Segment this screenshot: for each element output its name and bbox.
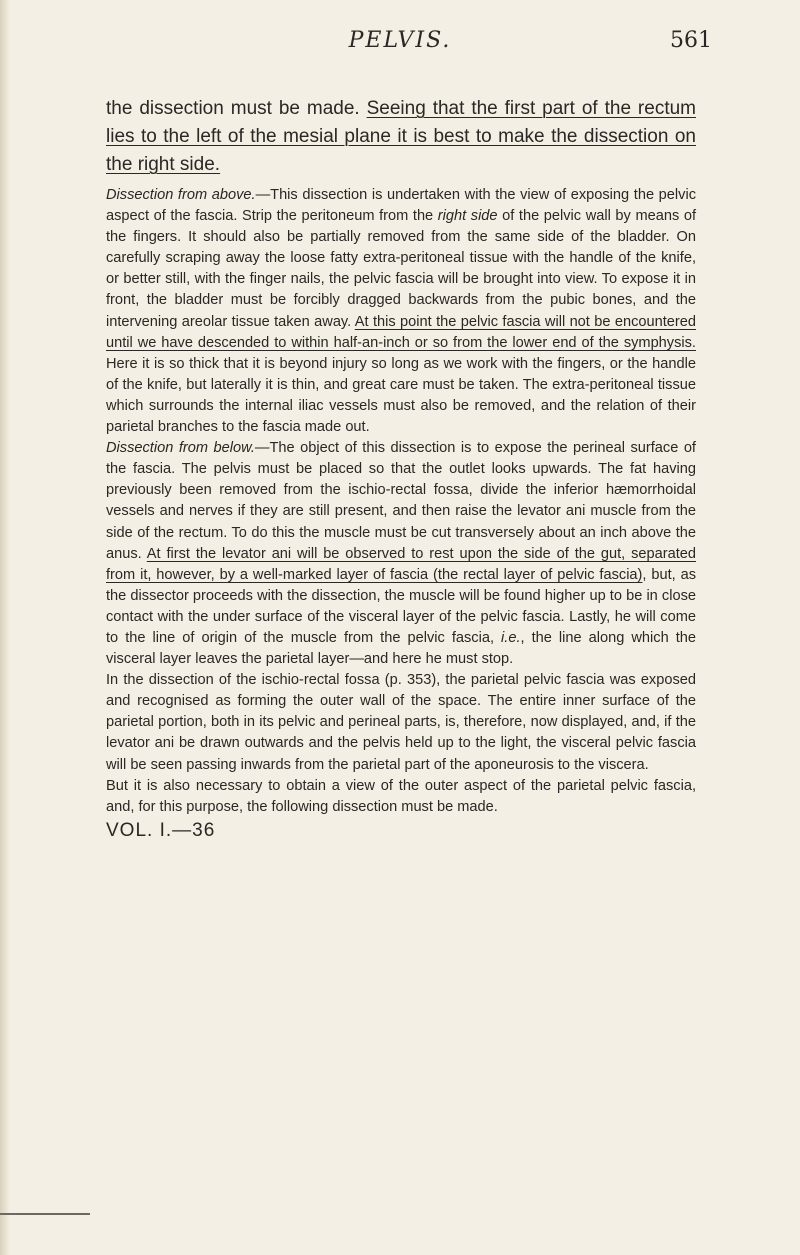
scan-page-edge: [0, 0, 10, 1255]
paragraph-outer-aspect: But it is also necessary to obtain a view of the outer aspect of the parietal pelvic fascia, and, for this purpose, the following dissection must be made.: [106, 777, 696, 815]
p2-text-a: —The object of this dissection is to expose the perineal surface of the fascia. The pelvis must be placed so that the outlet looks upwards. The fat having previously been removed from the ischio-rectal fossa, divide the inferior hæmorrhoidal vessels and nerves if they are still present, and then raise the levator ani muscle from the side of the rectum. To do this the muscle must be cut transversely about an inch above the anus.: [106, 440, 696, 562]
volume-signature: VOL. I.—36: [106, 819, 216, 841]
running-title: PELVIS.: [348, 28, 452, 53]
p1-text-c: Here it is so thick that it is beyond injury so long as we work with the fingers, or the handle of the knife, but laterally it is thin, and great care must be taken. The extra-peritoneal tissue which surrounds the internal iliac vessels must also be removed, and the relation of their parietal branches to the fascia made out.: [106, 355, 696, 436]
paragraph-dissection-from-above: [106, 185, 696, 438]
section-label-from-above: Dissection from above.: [106, 187, 256, 203]
p2-underlined-text: At first the levator ani will be observed to rest upon the side of the gut, separated from it, however, by a well-marked layer of fascia (the rectal layer of pelvic fascia): [106, 545, 696, 583]
p1-underlined-text: At this point the pelvic fascia will not be encountered until we have descended to within half-an-inch or so from the lower end of the symphysis.: [106, 313, 696, 351]
paragraph-ischio-rectal: In the dissection of the ischio-rectal fossa (p. 353), the parietal pelvic fascia was exposed and recognised as forming the outer wall of the space. The entire inner surface of the parietal portion, both in its pelvic and perineal parts, is, therefore, now displayed, and, if the levator ani be drawn outwards and the pelvis held up to the light, the visceral pelvic fascia will be seen passing inwards from the parietal part of the aponeurosis to the viscera.: [106, 672, 696, 773]
p2-text-c: , the line along which the visceral layer leaves the parietal layer—and here he must stop.: [106, 629, 697, 668]
page-header: [0, 24, 800, 64]
lead-text: the dissection must be made.: [106, 98, 367, 119]
paragraph-dissection-from-below: [106, 438, 696, 670]
p1-text-b: of the pelvic wall by means of the fingers. It should also be partially removed from the same side of the bladder. On carefully scraping away the loose fatty extra-peritoneal tissue with the handle of the knife, or better still, with the finger nails, the pelvic fascia will be brought into view. To expose it in front, the bladder must be forcibly dragged backwards from the pubic bones, and the intervening areolar tissue taken away.: [106, 208, 697, 330]
page-number: 561: [670, 28, 712, 53]
lead-paragraph: [106, 95, 696, 179]
scan-corner-line: [0, 1213, 90, 1255]
page-body: [106, 95, 696, 841]
p2-text-b: , but, as the dissector proceeds with the dissection, the muscle will be found higher up to be in close contact with the under surface of the visceral layer of the pelvic fascia. Lastly, he will come to the line of origin of the muscle from the pelvic fascia,: [106, 566, 697, 646]
section-label-from-below: Dissection from below.: [106, 440, 255, 457]
lead-underlined-text: Seeing that the first part of the rectum lies to the left of the mesial plane it is best to make the dissection on the right side.: [106, 98, 696, 175]
p1-italic-text: right side: [437, 208, 498, 225]
p2-italic-text: i.e.: [501, 629, 521, 646]
p1-text-a: —This dissection is undertaken with the view of exposing the pelvic aspect of the fascia. Strip the peritoneum from the: [106, 187, 696, 225]
